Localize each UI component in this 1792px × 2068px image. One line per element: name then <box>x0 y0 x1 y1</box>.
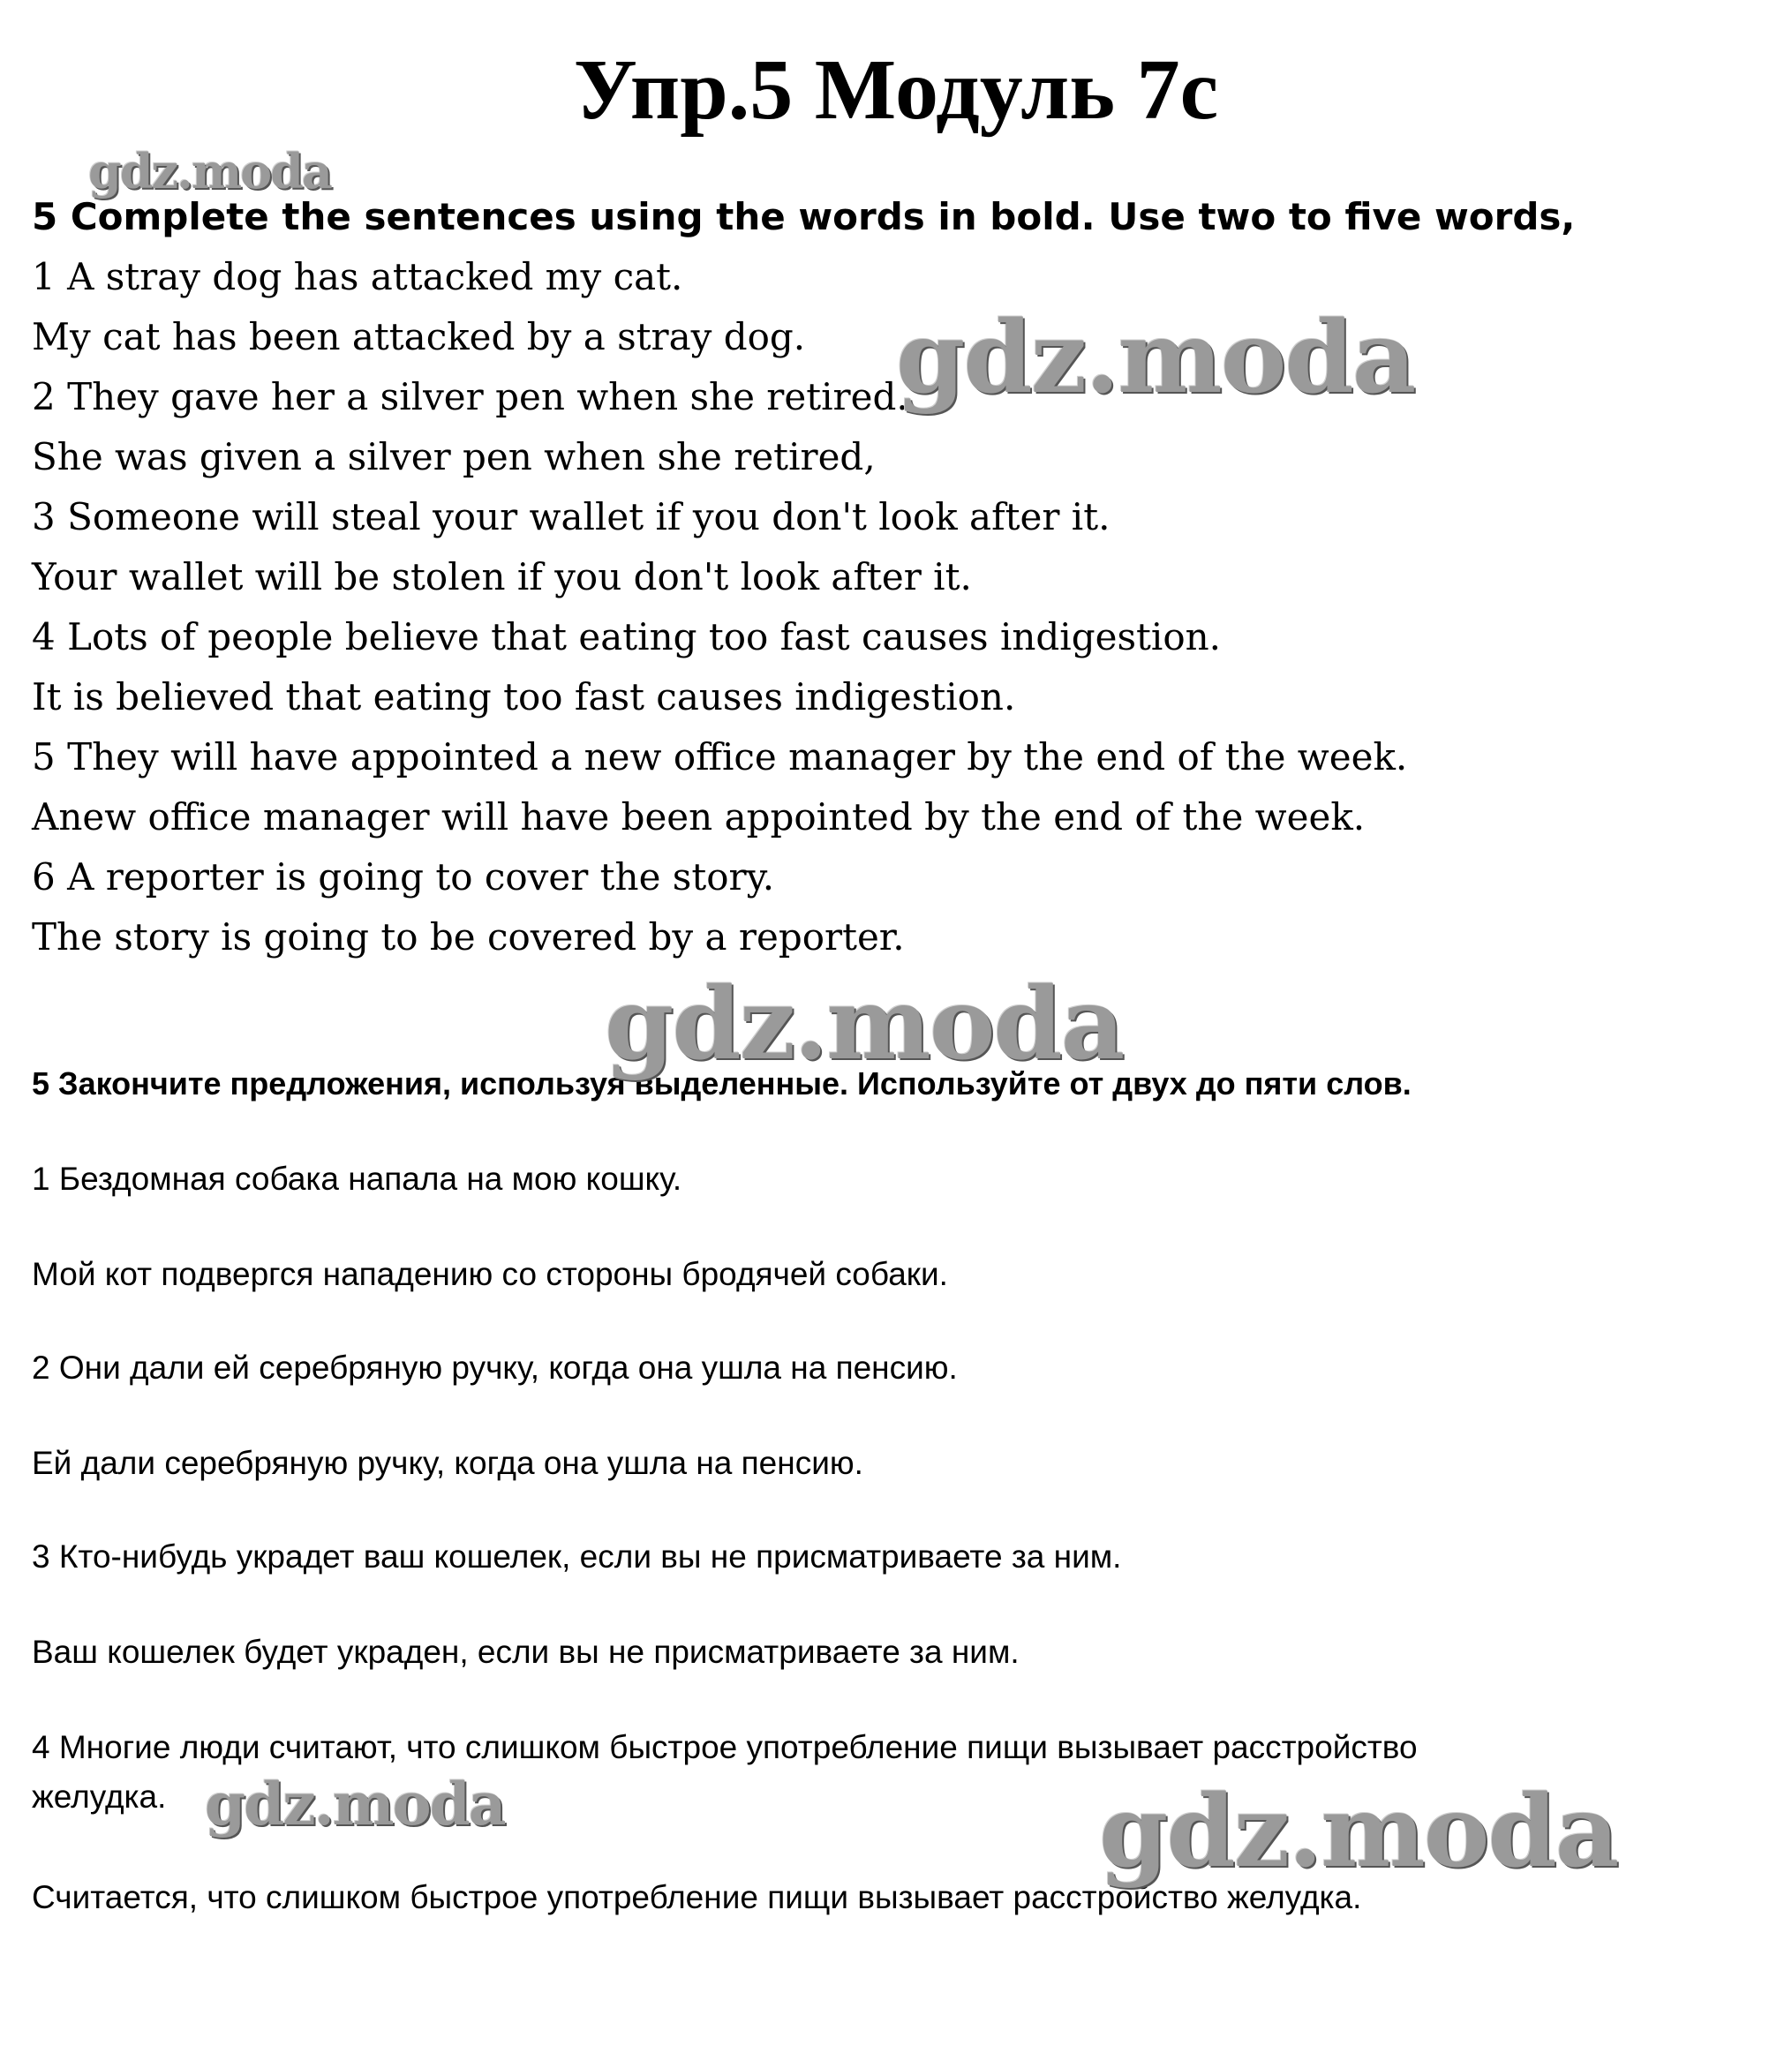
russian-paragraph: желудка. <box>32 1778 167 1815</box>
english-line: Anew office manager will have been appointed by the end of the week. <box>32 795 1366 838</box>
english-line: 4 Lots of people believe that eating too fast causes indigestion. <box>32 615 1222 658</box>
english-line: 2 They gave her a silver pen when she retired. <box>32 375 908 418</box>
russian-paragraph: 3 Кто-нибудь украдет ваш кошелек, если вы не присматриваете за ним. <box>32 1538 1122 1575</box>
english-line: She was given a silver pen when she retired, <box>32 435 876 478</box>
russian-paragraph: 2 Они дали ей серебряную ручку, когда она ушла на пенсию. <box>32 1350 958 1386</box>
russian-paragraph: Считается, что слишком быстрое употребление пищи вызывает расстройство желудка. <box>32 1879 1362 1915</box>
english-line: 3 Someone will steal your wallet if you don't look after it. <box>32 495 1111 538</box>
english-exercise <box>32 187 1575 967</box>
russian-paragraph: Ваш кошелек будет украден, если вы не присматриваете за ним. <box>32 1634 1020 1670</box>
english-line: It is believed that eating too fast causes indigestion. <box>32 675 1016 718</box>
english-line: 6 A reporter is going to cover the story. <box>32 855 775 899</box>
russian-paragraph: 4 Многие люди считают, что слишком быстрое употребление пищи вызывает расстройство <box>32 1729 1418 1765</box>
watermark: gdz.moda <box>88 143 331 199</box>
page-title: Упр.5 Модуль 7с <box>573 42 1219 138</box>
watermark: gdz.moda <box>205 1770 505 1839</box>
english-line: The story is going to be covered by a reporter. <box>32 915 905 959</box>
russian-paragraph: Ей дали серебряную ручку, когда она ушла на пенсию. <box>32 1445 863 1481</box>
russian-paragraph: Мой кот подвергся нападению со стороны бродячей собаки. <box>32 1256 948 1292</box>
english-line: 1 A stray dog has attacked my cat. <box>32 255 683 298</box>
english-heading: 5 Complete the sentences using the words in bold. Use two to five words, <box>32 195 1576 238</box>
watermark: gdz.moda <box>605 966 1124 1082</box>
watermark: gdz.moda <box>1099 1774 1618 1890</box>
watermark: gdz.moda <box>896 300 1415 416</box>
english-line: My cat has been attacked by a stray dog. <box>32 315 806 358</box>
english-line: 5 They will have appointed a new office manager by the end of the week. <box>32 735 1408 778</box>
english-line: Your wallet will be stolen if you don't look after it. <box>32 555 972 598</box>
russian-paragraph: 1 Бездомная собака напала на мою кошку. <box>32 1161 682 1197</box>
russian-heading: 5 Закончите предложения, используя выделенные. Используйте от двух до пяти слов. <box>32 1065 1412 1102</box>
